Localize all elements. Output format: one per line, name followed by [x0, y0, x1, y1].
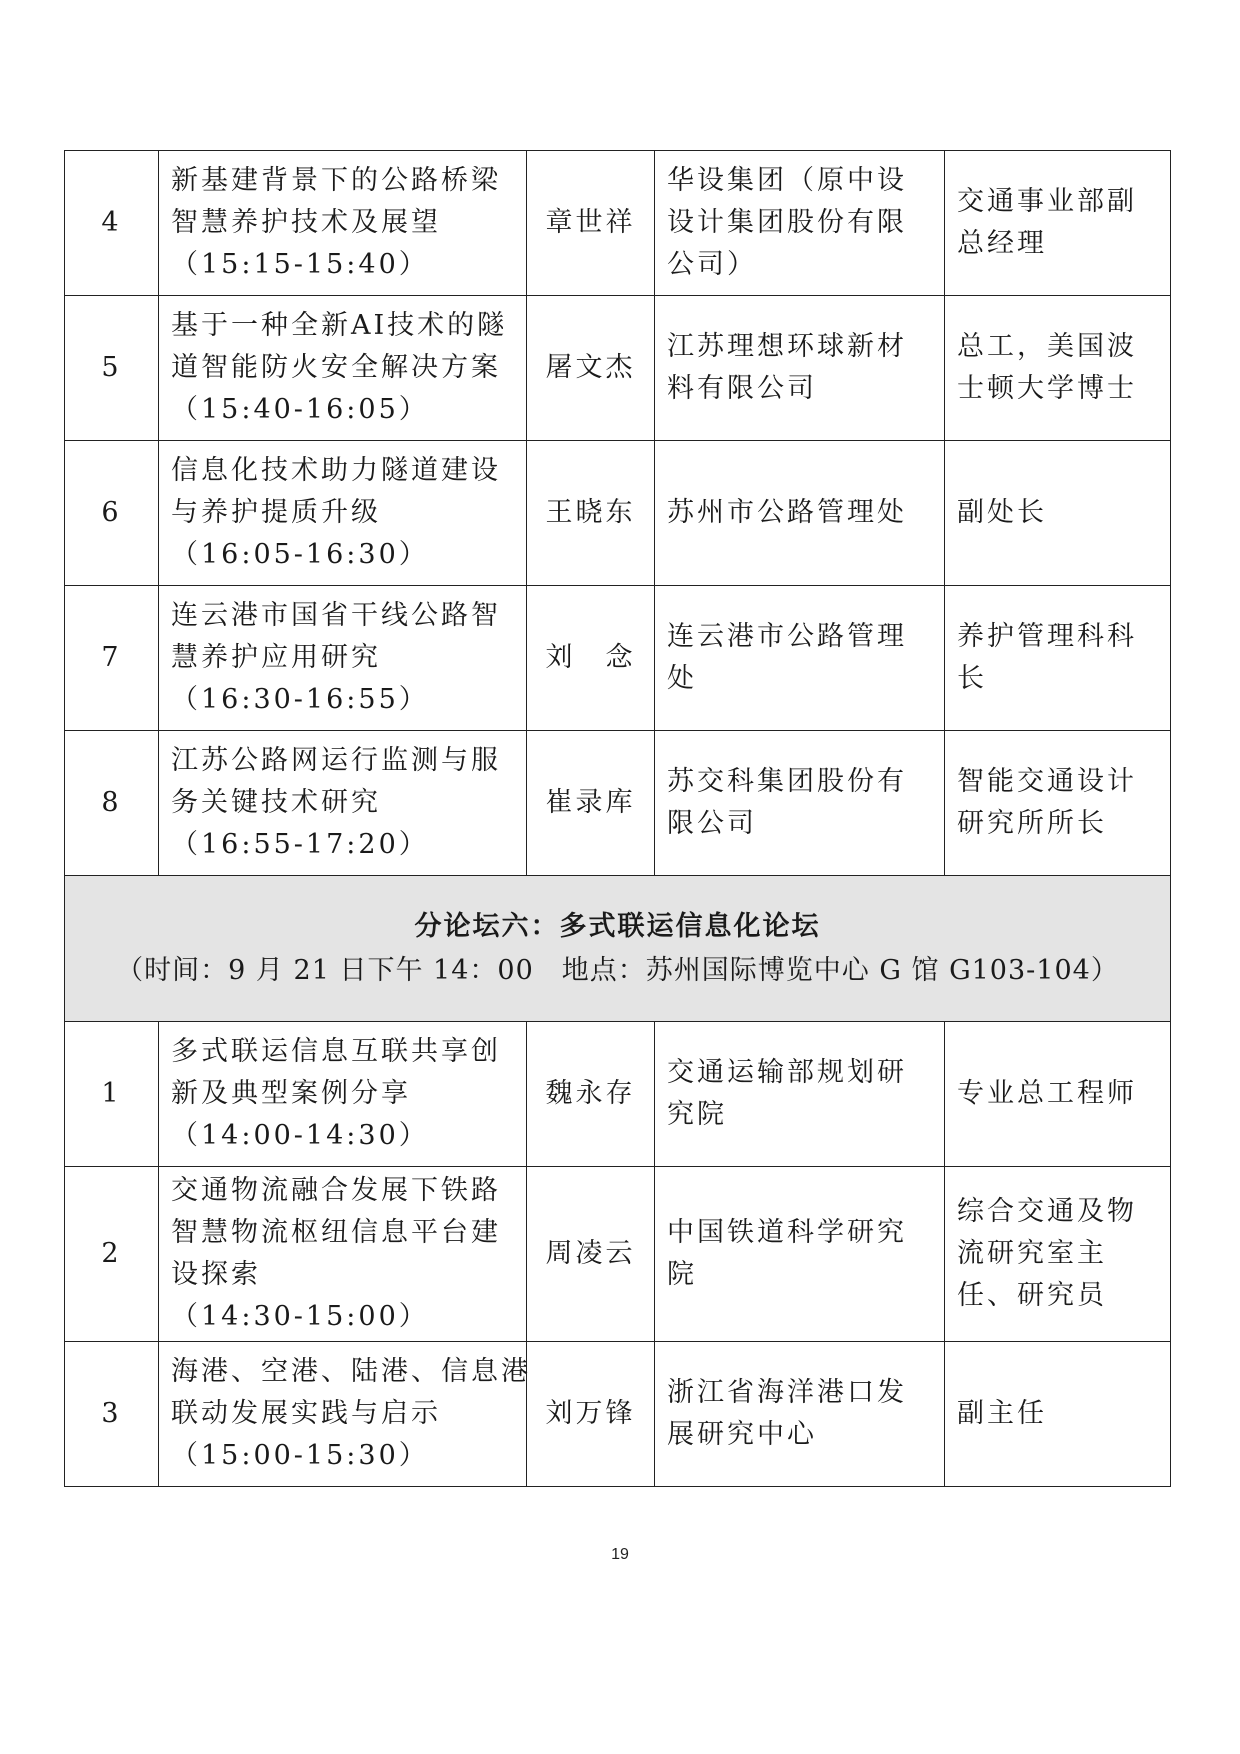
organization: 中国铁道科学研究院 — [655, 1167, 945, 1342]
speaker-name: 刘万锋 — [527, 1342, 655, 1487]
organization: 华设集团（原中设设计集团股份有限公司） — [655, 151, 945, 296]
talk-title — [159, 296, 527, 441]
talk-title-line: 多式联运信息互联共享创 — [171, 1036, 501, 1067]
talk-title — [159, 586, 527, 731]
speaker-position: 养护管理科科长 — [945, 586, 1171, 731]
table-row — [65, 151, 1171, 296]
forum-header-row — [65, 876, 1171, 1022]
talk-title-line: 务关键技术研究 — [171, 787, 381, 818]
table-row — [65, 1022, 1171, 1167]
row-number: 5 — [65, 296, 159, 441]
row-number: 3 — [65, 1342, 159, 1487]
table-row — [65, 1342, 1171, 1487]
organization: 苏州市公路管理处 — [655, 441, 945, 586]
talk-title-line: 道智能防火安全解决方案 — [171, 352, 501, 383]
talk-title — [159, 1167, 527, 1342]
speaker-name: 屠文杰 — [527, 296, 655, 441]
talk-title-line: 智慧养护技术及展望 — [171, 207, 441, 238]
talk-title — [159, 151, 527, 296]
speaker-position: 智能交通设计研究所所长 — [945, 731, 1171, 876]
speaker-name: 刘 念 — [527, 586, 655, 731]
talk-title-line: 基于一种全新AI技术的隧 — [171, 310, 508, 341]
speaker-position: 综合交通及物流研究室主任、研究员 — [945, 1167, 1171, 1342]
speaker-position: 副主任 — [945, 1342, 1171, 1487]
speaker-position: 专业总工程师 — [945, 1022, 1171, 1167]
forum-header-cell — [65, 876, 1171, 1022]
talk-title-line: 信息化技术助力隧道建设 — [171, 455, 501, 486]
talk-title-line: 连云港市国省干线公路智 — [171, 600, 501, 631]
talk-title-line: 联动发展实践与启示 — [171, 1398, 441, 1429]
row-number: 2 — [65, 1167, 159, 1342]
talk-title-line: 交通物流融合发展下铁路 — [171, 1175, 501, 1206]
speaker-position: 总工，美国波士顿大学博士 — [945, 296, 1171, 441]
row-number: 8 — [65, 731, 159, 876]
row-number: 6 — [65, 441, 159, 586]
talk-title-line: 慧养护应用研究 — [171, 642, 381, 673]
speaker-name: 崔录库 — [527, 731, 655, 876]
forum-info: （时间：9 月 21 日下午 14：00 地点：苏州国际博览中心 G 馆 G103-104） — [116, 954, 1119, 986]
talk-title-line: 新基建背景下的公路桥梁 — [171, 165, 501, 196]
organization: 苏交科集团股份有限公司 — [655, 731, 945, 876]
organization: 江苏理想环球新材料有限公司 — [655, 296, 945, 441]
talk-title-line: 与养护提质升级 — [171, 497, 381, 528]
talk-title-line: 江苏公路网运行监测与服 — [171, 745, 501, 776]
speaker-position: 交通事业部副总经理 — [945, 151, 1171, 296]
row-number: 4 — [65, 151, 159, 296]
talk-title-line: 设探索 — [171, 1259, 261, 1290]
page-number: 19 — [611, 1546, 629, 1563]
table-row — [65, 441, 1171, 586]
speaker-name: 章世祥 — [527, 151, 655, 296]
talk-title — [159, 441, 527, 586]
table-row — [65, 586, 1171, 731]
speaker-name: 魏永存 — [527, 1022, 655, 1167]
talk-title-line: （16:55-17:20） — [171, 829, 429, 860]
talk-title-line: （15:15-15:40） — [171, 249, 429, 280]
talk-title-line: 新及典型案例分享 — [171, 1078, 411, 1109]
organization: 交通运输部规划研究院 — [655, 1022, 945, 1167]
organization: 连云港市公路管理处 — [655, 586, 945, 731]
talk-title — [159, 731, 527, 876]
talk-title-line: （16:30-16:55） — [171, 684, 429, 715]
row-number: 7 — [65, 586, 159, 731]
table-row — [65, 296, 1171, 441]
talk-title-line: （15:40-16:05） — [171, 394, 429, 425]
row-number: 1 — [65, 1022, 159, 1167]
table-row — [65, 731, 1171, 876]
forum-title: 分论坛六：多式联运信息化论坛 — [414, 910, 821, 942]
speaker-position: 副处长 — [945, 441, 1171, 586]
organization: 浙江省海洋港口发展研究中心 — [655, 1342, 945, 1487]
talk-title-line: （16:05-16:30） — [171, 539, 429, 570]
schedule-table — [64, 150, 1171, 1487]
talk-title-line: 海港、空港、陆港、信息港 — [171, 1356, 531, 1387]
talk-title-line: （14:00-14:30） — [171, 1120, 429, 1151]
talk-title-line: （14:30-15:00） — [171, 1301, 429, 1332]
table-row — [65, 1167, 1171, 1342]
talk-title — [159, 1022, 527, 1167]
talk-title — [159, 1342, 531, 1487]
talk-title-line: 智慧物流枢纽信息平台建 — [171, 1217, 501, 1248]
speaker-name: 周凌云 — [527, 1167, 655, 1342]
talk-title-line: （15:00-15:30） — [171, 1440, 429, 1471]
speaker-name: 王晓东 — [527, 441, 655, 586]
